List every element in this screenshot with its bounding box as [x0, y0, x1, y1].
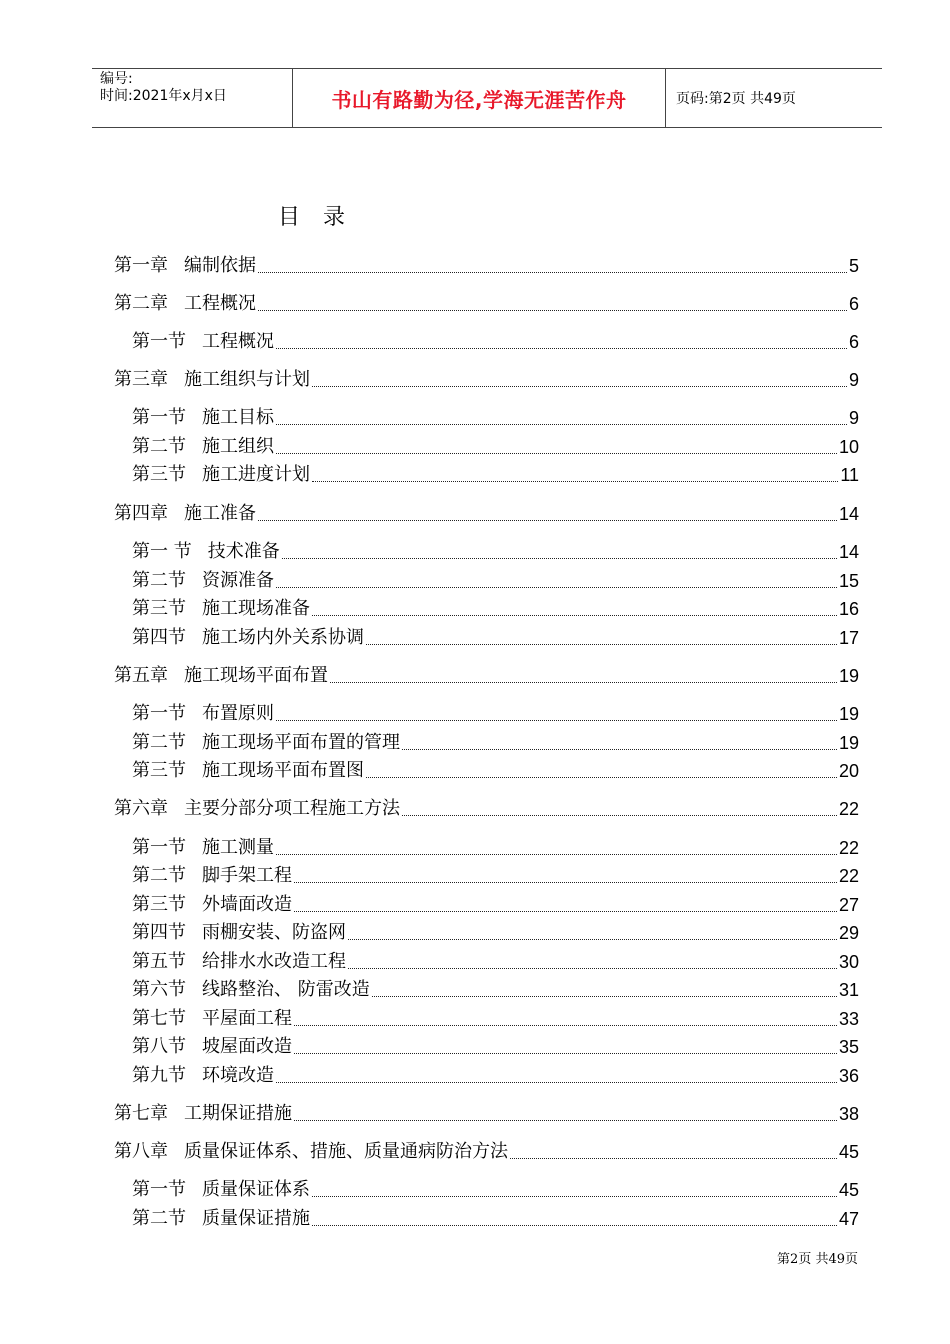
toc-entry-number: 第八节: [132, 1036, 186, 1057]
toc-leader-dots: [276, 853, 837, 855]
toc-entry-page: 38: [838, 1104, 859, 1124]
header-number: 编号:: [100, 71, 133, 87]
toc-leader-dots: [276, 452, 837, 454]
toc-entry-label: 施工准备: [184, 503, 256, 524]
toc-entry-number: 第一节: [132, 837, 186, 858]
toc-leader-dots: [294, 1024, 837, 1026]
toc-entry-page: 10: [838, 437, 859, 457]
toc-entry-page: 22: [838, 799, 859, 819]
toc-entry-page: 11: [840, 465, 859, 485]
toc-entry-label: 施工现场平面布置图: [202, 760, 364, 781]
toc-entry-number: 第一节: [132, 703, 186, 724]
toc-entry-number: 第三节: [132, 464, 186, 485]
toc-leader-dots: [282, 557, 837, 559]
toc-entry-label: 坡屋面改造: [202, 1036, 292, 1057]
toc-leader-dots: [348, 938, 837, 940]
toc-entry-page: 45: [838, 1180, 859, 1200]
toc-entry-page: 30: [838, 952, 859, 972]
page-footer: 第2页 共49页: [777, 1252, 858, 1267]
toc-entry-number: 第七章: [114, 1103, 168, 1124]
toc-entry-number: 第三节: [132, 894, 186, 915]
toc-entry[interactable]: [132, 626, 859, 650]
toc-entry-number: 第二节: [132, 1208, 186, 1229]
toc-entry[interactable]: [132, 1178, 859, 1202]
toc-entry-number: 第四节: [132, 922, 186, 943]
toc-entry-number: 第一节: [132, 407, 186, 428]
toc-entry-page: 22: [838, 866, 859, 886]
toc-entry-page: 9: [848, 370, 859, 390]
toc-entry-label: 编制依据: [184, 255, 256, 276]
toc-entry-label: 工程概况: [202, 331, 274, 352]
toc-entry[interactable]: [114, 502, 859, 526]
toc-entry-page: 20: [838, 761, 859, 781]
toc-entry[interactable]: [132, 1007, 859, 1031]
toc-entry-page: 9: [848, 408, 859, 428]
toc-entry-number: 第五章: [114, 665, 168, 686]
toc-entry[interactable]: [132, 330, 859, 354]
toc-leader-dots: [276, 586, 837, 588]
toc-entry-label: 脚手架工程: [202, 865, 292, 886]
toc-entry-number: 第一节: [132, 1179, 186, 1200]
toc-entry[interactable]: [114, 1140, 859, 1164]
toc-entry-label: 平屋面工程: [202, 1008, 292, 1029]
toc-entry-number: 第六节: [132, 979, 186, 1000]
toc-entry-page: 36: [838, 1066, 859, 1086]
header-motto: 书山有路勤为径,学海无涯苦作舟: [293, 69, 666, 127]
toc-leader-dots: [294, 881, 837, 883]
toc-entry-label: 施工进度计划: [202, 464, 310, 485]
toc-entry-number: 第四节: [132, 627, 186, 648]
toc-entry-page: 29: [838, 923, 859, 943]
toc-entry-page: 19: [838, 666, 859, 686]
toc-leader-dots: [276, 347, 847, 349]
toc-entry-label: 施工场内外关系协调: [202, 627, 364, 648]
toc-leader-dots: [294, 1052, 837, 1054]
toc-entry[interactable]: [132, 463, 859, 487]
toc-entry-page: 6: [848, 332, 859, 352]
toc-leader-dots: [402, 748, 837, 750]
toc-entry-number: 第二节: [132, 865, 186, 886]
toc-entry-number: 第九节: [132, 1065, 186, 1086]
header-time: 时间:2021年x月x日: [100, 88, 227, 104]
toc-entry-label: 环境改造: [202, 1065, 274, 1086]
toc-entry[interactable]: [132, 950, 859, 974]
toc-entry-number: 第二节: [132, 570, 186, 591]
toc-entry-page: 45: [838, 1142, 859, 1162]
toc-entry[interactable]: [132, 893, 859, 917]
toc-entry-page: 27: [838, 895, 859, 915]
toc-entry[interactable]: [114, 254, 859, 278]
toc-entry[interactable]: [132, 406, 859, 430]
toc-entry-label: 施工现场平面布置: [184, 665, 328, 686]
toc-entry-page: 33: [838, 1009, 859, 1029]
toc-entry-number: 第七节: [132, 1008, 186, 1029]
toc-leader-dots: [312, 480, 838, 482]
toc-leader-dots: [258, 519, 837, 521]
toc-entry-number: 第三章: [114, 369, 168, 390]
toc-entry[interactable]: [114, 1102, 859, 1126]
toc-entry-label: 线路整治、 防雷改造: [202, 979, 370, 1000]
toc-entry-page: 16: [838, 599, 859, 619]
toc-entry-number: 第一章: [114, 255, 168, 276]
toc-entry-label: 施工组织: [202, 436, 274, 457]
toc-entry-number: 第二节: [132, 436, 186, 457]
toc-entry[interactable]: [114, 664, 859, 688]
toc-entry[interactable]: [132, 1064, 859, 1088]
toc-entry-page: 19: [838, 704, 859, 724]
toc-leader-dots: [366, 776, 837, 778]
header-page-number: 页码:第2页 共49页: [676, 91, 796, 107]
toc-entry-label: 工程概况: [184, 293, 256, 314]
toc-entry-number: 第二节: [132, 732, 186, 753]
toc-leader-dots: [294, 1119, 837, 1121]
toc-entry[interactable]: [132, 864, 859, 888]
toc-leader-dots: [372, 995, 837, 997]
toc-entry-number: 第五节: [132, 951, 186, 972]
toc-entry[interactable]: [132, 1035, 859, 1059]
toc-leader-dots: [312, 614, 837, 616]
toc-leader-dots: [258, 271, 847, 273]
toc-leader-dots: [276, 719, 837, 721]
toc-entry-page: 19: [838, 733, 859, 753]
toc-entry[interactable]: [132, 702, 859, 726]
toc-entry-number: 第四章: [114, 503, 168, 524]
toc-entry-label: 工期保证措施: [184, 1103, 292, 1124]
toc-leader-dots: [312, 385, 847, 387]
toc-entry-page: 5: [848, 256, 859, 276]
toc-entry[interactable]: [132, 569, 859, 593]
toc-entry-label: 资源准备: [202, 570, 274, 591]
toc-entry-label: 施工目标: [202, 407, 274, 428]
toc-entry-number: 第三节: [132, 598, 186, 619]
toc-entry-label: 施工现场准备: [202, 598, 310, 619]
toc-title: 目 录: [278, 205, 353, 230]
toc-entry-page: 22: [838, 838, 859, 858]
toc-entry[interactable]: [114, 292, 859, 316]
toc-entry[interactable]: [132, 540, 859, 564]
toc-entry-page: 35: [838, 1037, 859, 1057]
toc-entry[interactable]: [132, 597, 859, 621]
toc-leader-dots: [330, 681, 837, 683]
toc-entry-label: 技术准备: [207, 541, 280, 562]
toc-entry-page: 47: [838, 1209, 859, 1229]
toc-entry[interactable]: [114, 797, 859, 821]
toc-entry-label: 布置原则: [202, 703, 274, 724]
toc-entry-page: 15: [838, 571, 859, 591]
toc-leader-dots: [510, 1157, 837, 1159]
toc-entry-number: 第八章: [114, 1141, 168, 1162]
toc-leader-dots: [276, 423, 847, 425]
toc-entry-label: 质量保证体系、措施、质量通病防治方法: [184, 1141, 508, 1162]
toc-leader-dots: [312, 1224, 837, 1226]
toc-entry-page: 17: [838, 628, 859, 648]
toc-entry[interactable]: [132, 921, 859, 945]
toc-leader-dots: [258, 309, 847, 311]
toc-leader-dots: [312, 1195, 837, 1197]
toc-leader-dots: [402, 814, 837, 816]
toc-entry-page: 14: [838, 542, 859, 562]
toc-leader-dots: [276, 1081, 837, 1083]
toc-entry-label: 质量保证体系: [202, 1179, 310, 1200]
toc-entry-label: 施工测量: [202, 837, 274, 858]
toc-entry-label: 施工组织与计划: [184, 369, 310, 390]
toc-leader-dots: [294, 910, 837, 912]
toc-entry-number: 第六章: [114, 798, 168, 819]
toc-entry-label: 雨棚安装、防盗网: [202, 922, 346, 943]
toc-entry[interactable]: [132, 731, 859, 755]
toc-entry-number: 第三节: [132, 760, 186, 781]
toc-entry-label: 给排水水改造工程: [202, 951, 346, 972]
toc-entry[interactable]: [114, 368, 859, 392]
toc-entry-label: 质量保证措施: [202, 1208, 310, 1229]
toc-entry-number: 第一 节: [132, 541, 192, 562]
toc-entry[interactable]: [132, 759, 859, 783]
toc-entry-number: 第一节: [132, 331, 186, 352]
toc-entry-label: 主要分部分项工程施工方法: [184, 798, 400, 819]
toc-entry[interactable]: [132, 435, 859, 459]
toc-leader-dots: [348, 967, 837, 969]
toc-entry[interactable]: [132, 1207, 859, 1231]
toc-entry[interactable]: [132, 978, 859, 1002]
toc-entry[interactable]: [132, 836, 859, 860]
toc-entry-label: 施工现场平面布置的管理: [202, 732, 400, 753]
toc-entry-number: 第二章: [114, 293, 168, 314]
toc-entry-page: 14: [838, 504, 859, 524]
toc-leader-dots: [366, 643, 837, 645]
toc-entry-page: 31: [838, 980, 859, 1000]
toc-entry-label: 外墙面改造: [202, 894, 292, 915]
toc-entry-page: 6: [848, 294, 859, 314]
